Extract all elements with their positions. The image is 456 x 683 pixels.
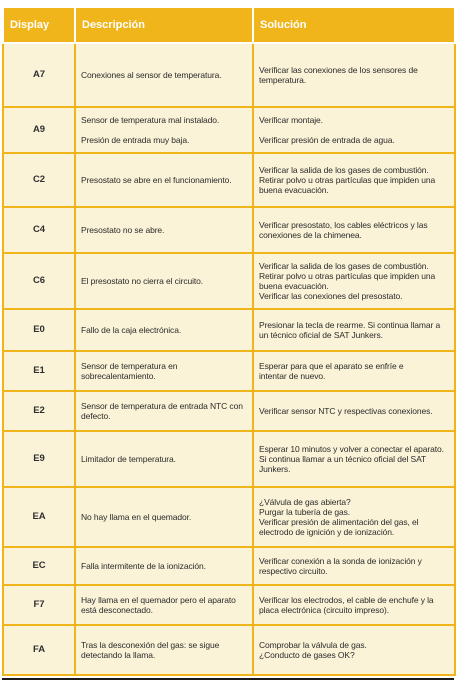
description-line: Limitador de temperatura. bbox=[81, 454, 176, 464]
error-code: A9 bbox=[3, 107, 75, 153]
error-code: C4 bbox=[3, 207, 75, 253]
error-code: C6 bbox=[3, 253, 75, 309]
solution-cell bbox=[253, 153, 455, 207]
solution-line: Esperar para que el aparato se enfríe e bbox=[259, 361, 404, 371]
table-row bbox=[3, 309, 455, 351]
solution-cell bbox=[253, 431, 455, 487]
description-line: El presostato no cierra el circuito. bbox=[81, 276, 204, 286]
description-line: Hay llama en el quemador pero el aparato está desconectado. bbox=[81, 595, 236, 615]
table-row bbox=[3, 585, 455, 625]
description-line: Falla intermitente de la ionización. bbox=[81, 561, 206, 571]
table-row bbox=[3, 43, 455, 107]
table-row bbox=[3, 207, 455, 253]
description-line: Sensor de temperatura en sobrecalentamiento. bbox=[81, 361, 178, 381]
table-row bbox=[3, 391, 455, 431]
table-row bbox=[3, 351, 455, 391]
description-line: Presostato se abre en el funcionamiento. bbox=[81, 175, 232, 185]
solution-cell bbox=[253, 207, 455, 253]
solution-cell bbox=[253, 309, 455, 351]
solution-cell bbox=[253, 351, 455, 391]
solution-line: Presionar la tecla de rearme. Si continua llamar a un técnico oficial de SAT Junkers. bbox=[259, 320, 441, 340]
description-cell bbox=[75, 207, 253, 253]
header-solution: Solución bbox=[253, 7, 455, 43]
error-code: C2 bbox=[3, 153, 75, 207]
description-line: Sensor de temperatura mal instalado. bbox=[81, 115, 220, 125]
solution-line: Verificar los electrodos, el cable de enchufe y la placa electrónica (circuito impreso). bbox=[259, 595, 434, 615]
bottom-rule bbox=[2, 678, 454, 680]
error-code: E0 bbox=[3, 309, 75, 351]
solution-cell bbox=[253, 487, 455, 547]
solution-cell bbox=[253, 43, 455, 107]
error-code: FA bbox=[3, 625, 75, 675]
solution-line: Purgar la tubería de gas. bbox=[259, 507, 351, 517]
description-line: Conexiones al sensor de temperatura. bbox=[81, 70, 222, 80]
error-code: EC bbox=[3, 547, 75, 585]
error-code: E9 bbox=[3, 431, 75, 487]
description-cell bbox=[75, 43, 253, 107]
error-code-table bbox=[2, 6, 456, 676]
error-code: F7 bbox=[3, 585, 75, 625]
solution-line: ¿Conducto de gases OK? bbox=[259, 650, 355, 660]
description-cell bbox=[75, 487, 253, 547]
solution-cell bbox=[253, 391, 455, 431]
error-code: A7 bbox=[3, 43, 75, 107]
table-row bbox=[3, 431, 455, 487]
table-row bbox=[3, 487, 455, 547]
solution-line: Verificar sensor NTC y respectivas conexiones. bbox=[259, 406, 433, 416]
solution-line: Verificar montaje. bbox=[259, 115, 323, 125]
header-display: Display bbox=[3, 7, 75, 43]
description-cell bbox=[75, 351, 253, 391]
description-line: Sensor de temperatura de entrada NTC con defecto. bbox=[81, 401, 243, 421]
solution-line: Esperar 10 minutos y volver a conectar el aparato. Si continua llamar a un técnico oficial del SAT Junkers. bbox=[259, 444, 444, 474]
table-header-row bbox=[3, 7, 455, 43]
solution-line: Verificar presión de entrada de agua. bbox=[259, 135, 395, 145]
solution-line: Comprobar la válvula de gas. bbox=[259, 640, 367, 650]
description-cell bbox=[75, 153, 253, 207]
table-row bbox=[3, 625, 455, 675]
table-row bbox=[3, 253, 455, 309]
description-cell bbox=[75, 625, 253, 675]
description-cell bbox=[75, 309, 253, 351]
table-row bbox=[3, 153, 455, 207]
solution-line: Verificar las conexiones de los sensores de temperatura. bbox=[259, 65, 418, 85]
description-cell bbox=[75, 585, 253, 625]
table-row bbox=[3, 547, 455, 585]
solution-cell bbox=[253, 547, 455, 585]
solution-cell bbox=[253, 253, 455, 309]
error-code: E2 bbox=[3, 391, 75, 431]
description-line: Presostato no se abre. bbox=[81, 225, 165, 235]
error-code-table-container bbox=[2, 6, 454, 676]
table-row bbox=[3, 107, 455, 153]
description-line: Tras la desconexión del gas: se sigue detectando la llama. bbox=[81, 640, 220, 660]
solution-line: Retirar polvo u otras partículas que impiden una buena evacuación. bbox=[259, 271, 436, 291]
description-line: Presión de entrada muy baja. bbox=[81, 135, 190, 145]
description-line: Fallo de la caja electrónica. bbox=[81, 325, 182, 335]
solution-cell bbox=[253, 107, 455, 153]
description-cell bbox=[75, 391, 253, 431]
error-code: E1 bbox=[3, 351, 75, 391]
header-description: Descripción bbox=[75, 7, 253, 43]
solution-line: Verificar las conexiones del presostato. bbox=[259, 291, 403, 301]
error-code: EA bbox=[3, 487, 75, 547]
solution-line: Verificar la salida de los gases de combustión. bbox=[259, 261, 429, 271]
solution-cell bbox=[253, 585, 455, 625]
solution-line: Verificar conexión a la sonda de ionización y respectivo circuito. bbox=[259, 556, 422, 576]
description-cell bbox=[75, 253, 253, 309]
description-cell bbox=[75, 107, 253, 153]
solution-line: Retirar polvo u otras partículas que impiden una buena evacuación. bbox=[259, 175, 436, 195]
description-cell bbox=[75, 547, 253, 585]
description-cell bbox=[75, 431, 253, 487]
description-line: No hay llama en el quemador. bbox=[81, 512, 192, 522]
solution-line: ¿Válvula de gas abierta? bbox=[259, 497, 351, 507]
solution-cell bbox=[253, 625, 455, 675]
solution-line: Verificar presostato, los cables eléctricos y las conexiones de la chimenea. bbox=[259, 220, 428, 240]
solution-line: Verificar la salida de los gases de combustión. bbox=[259, 165, 429, 175]
solution-line: Verificar presión de alimentación del gas, el electrodo de ignición y de ionización. bbox=[259, 517, 419, 537]
solution-line: intentar de nuevo. bbox=[259, 371, 326, 381]
